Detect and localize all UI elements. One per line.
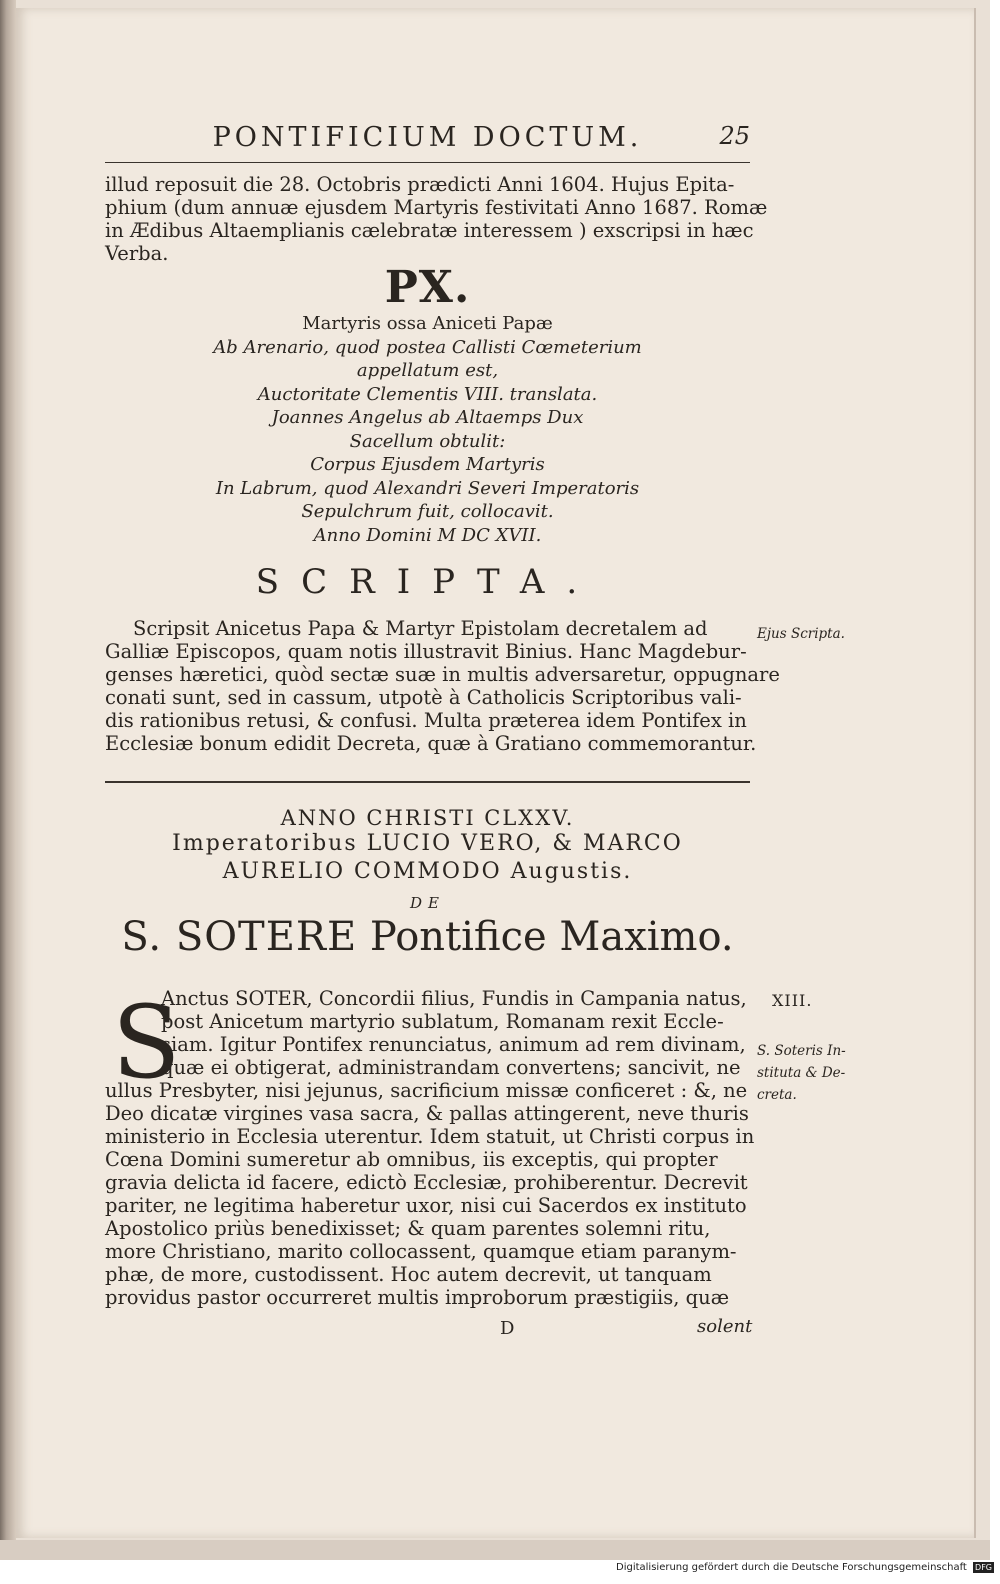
running-head bbox=[105, 122, 750, 160]
text-line: dis rationibus retusi, & confusi. Multa præterea idem Pontifex in bbox=[105, 709, 747, 732]
scripta-paragraph bbox=[105, 617, 780, 755]
emperors-line-2: AURELIO COMMODO Augustis. bbox=[222, 859, 633, 884]
soter-paragraph bbox=[105, 984, 755, 1309]
section-title-caps: S. SOTERE bbox=[121, 914, 358, 960]
inscription-line: appellatum est, bbox=[356, 360, 499, 381]
inscription-line: Sepulchrum fuit, collocavit. bbox=[301, 501, 554, 522]
inscription-text bbox=[105, 312, 750, 547]
section-title bbox=[105, 914, 750, 960]
margin-note-line: creta. bbox=[757, 1087, 797, 1103]
credit-text: Digitalisierung gefördert durch die Deutsche Forschungsgemeinschaft bbox=[616, 1562, 967, 1573]
text-line: Apostolico priùs benedixisset; & quam parentes solemni ritu, bbox=[105, 1217, 711, 1240]
intro-paragraph bbox=[105, 173, 768, 265]
section-title-rest: Pontifice Maximo. bbox=[369, 914, 734, 960]
inscription-line: Martyris ossa Aniceti Papæ bbox=[302, 313, 553, 334]
text-line: gravia delicta id facere, edictò Ecclesiæ, prohiberentur. Decrevit bbox=[105, 1171, 748, 1194]
running-head-title: PONTIFICIUM DOCTUM. bbox=[212, 122, 643, 153]
text-line: siam. Igitur Pontifex renunciatus, animum ad rem divinam, bbox=[161, 1033, 746, 1056]
text-line: Galliæ Episcopos, quam notis illustravit Binius. Hanc Magdebur- bbox=[105, 640, 747, 663]
text-line: quæ ei obtigerat, administrandam convertens; sancivit, ne bbox=[161, 1056, 741, 1079]
text-line: Cœna Domini sumeretur ab omnibus, iis exceptis, qui propter bbox=[105, 1148, 718, 1171]
signature-mark: D bbox=[500, 1318, 515, 1339]
de-line: DE bbox=[410, 894, 445, 912]
margin-note-soter bbox=[757, 1040, 846, 1106]
text-line: more Christiano, marito collocassent, quamque etiam paranym- bbox=[105, 1240, 737, 1263]
catchword: solent bbox=[697, 1316, 753, 1337]
year-line: ANNO CHRISTI CLXXV. bbox=[280, 806, 575, 830]
text-line: phium (dum annuæ ejusdem Martyris festivitati Anno 1687. Romæ bbox=[105, 196, 768, 219]
inscription-line: Ab Arenario, quod postea Callisti Cœmeterium bbox=[213, 336, 642, 358]
scripta-heading: SCRIPTA. bbox=[255, 562, 600, 602]
margin-number: XIII. bbox=[772, 991, 813, 1010]
text-line: ministerio in Ecclesia uterentur. Idem statuit, ut Christi corpus in bbox=[105, 1125, 755, 1148]
margin-note-line: stituta & De- bbox=[757, 1065, 846, 1081]
text-line: phæ, de more, custodissent. Hoc autem decrevit, ut tanquam bbox=[105, 1263, 712, 1286]
inscription-line: In Labrum, quod Alexandri Severi Imperatoris bbox=[215, 477, 640, 499]
text-line: Ecclesiæ bonum edidit Decreta, quæ à Gratiano commemorantur. bbox=[105, 732, 757, 755]
inscription-heading: PX. bbox=[384, 262, 471, 313]
drop-cap: S bbox=[112, 984, 181, 1101]
page-number: 25 bbox=[719, 122, 750, 150]
text-line: pariter, ne legitima haberetur uxor, nisi cui Sacerdos ex instituto bbox=[105, 1194, 747, 1217]
text-line: Anctus SOTER, Concordii filius, Fundis in Campania natus, bbox=[161, 987, 747, 1010]
header-rule bbox=[105, 162, 750, 163]
emperors-line-1: Imperatoribus LUCIO VERO, & MARCO bbox=[172, 831, 683, 856]
text-line: in Ædibus Altaemplianis cælebratæ interessem ) exscripsi in hæc bbox=[105, 219, 754, 242]
inscription-line: Sacellum obtulit: bbox=[349, 430, 506, 452]
margin-note-scripta: Ejus Scripta. bbox=[757, 626, 845, 642]
inscription-line: Auctoritate Clementis VIII. translata. bbox=[257, 383, 598, 405]
text-line: post Anicetum martyrio sublatum, Romanam rexit Eccle- bbox=[161, 1010, 724, 1033]
previous-page-edge bbox=[0, 0, 16, 1560]
text-line: genses hæretici, quòd sectæ suæ in multis adversaretur, oppugnare bbox=[105, 663, 780, 686]
margin-note-line: S. Soteris In- bbox=[757, 1043, 846, 1059]
text-line: ullus Presbyter, nisi jejunus, sacrificium missæ conficeret : &, ne bbox=[105, 1079, 748, 1102]
text-line: providus pastor occurreret multis improborum præstigiis, quæ bbox=[105, 1286, 730, 1309]
text-line: illud reposuit die 28. Octobris prædicti Anni 1604. Hujus Epita- bbox=[105, 173, 735, 196]
dfg-logo: DFG bbox=[975, 1563, 992, 1572]
text-line: Deo dicatæ virgines vasa sacra, & pallas attingerent, neve thuris bbox=[105, 1102, 749, 1125]
scan-bottom-border bbox=[0, 1540, 990, 1560]
text-line: conati sunt, sed in cassum, utpotè à Catholicis Scriptoribus vali- bbox=[105, 686, 742, 709]
inscription-line: Anno Domini M DC XVII. bbox=[313, 524, 542, 546]
inscription-line: Corpus Ejusdem Martyris bbox=[310, 454, 545, 475]
digitization-credit bbox=[594, 1562, 994, 1582]
section-divider bbox=[105, 781, 750, 783]
inscription-line: Joannes Angelus ab Altaemps Dux bbox=[271, 407, 584, 428]
text-line: Verba. bbox=[105, 242, 169, 265]
text-line: Scripsit Anicetus Papa & Martyr Epistolam decretalem ad bbox=[133, 617, 708, 640]
